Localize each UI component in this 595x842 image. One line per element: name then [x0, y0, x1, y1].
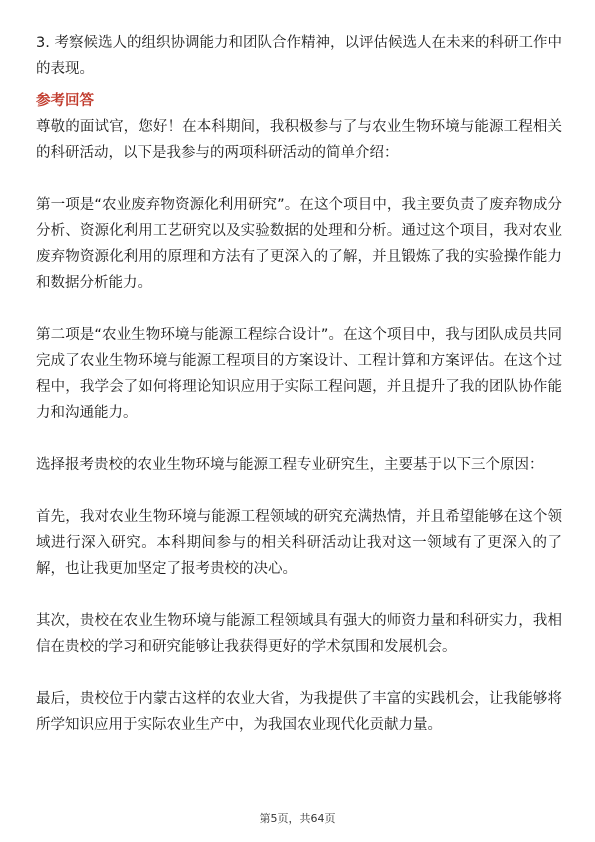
- answer-paragraph-reason-2: 其次，贵校在农业生物环境与能源工程领域具有强大的师资力量和科研实力，我相信在贵校的学习和研究能够让我获得更好的学术氛围和发展机会。: [36, 613, 562, 655]
- paragraph-gap: [36, 166, 562, 192]
- answer-paragraph-reason-1: 首先，我对农业生物环境与能源工程领域的研究充满热情，并且希望能够在这个领域进行深入研究。本科期间参与的相关科研活动让我对这一领域有了更深入的了解，也让我更加坚定了报考贵校的决心。: [36, 509, 562, 577]
- question-text: 3. 考察候选人的组织协调能力和团队合作精神，以评估候选人在未来的科研工作中的表现。: [36, 35, 562, 77]
- answer-paragraph-project-2: 第二项是“农业生物环境与能源工程综合设计”。在这个项目中，我与团队成员共同完成了农业生物环境与能源工程项目的方案设计、工程计算和方案评估。在这个过程中，我学会了如何将理论知识应用于实际工程问题，并且提升了我的团队协作能力和沟通能力。: [36, 327, 562, 421]
- document-body: [36, 26, 562, 738]
- answer-paragraph-intro: 尊敬的面试官，您好！在本科期间，我积极参与了与农业生物环境与能源工程相关的科研活动，以下是我参与的两项科研活动的简单介绍：: [36, 119, 562, 161]
- paragraph-gap: [36, 426, 562, 452]
- answer-paragraph-reasons-intro: 选择报考贵校的农业生物环境与能源工程专业研究生，主要基于以下三个原因：: [36, 457, 544, 473]
- answer-paragraph-project-1: 第一项是“农业废弃物资源化利用研究”。在这个项目中，我主要负责了废弃物成分分析、资源化利用工艺研究以及实验数据的处理和分析。通过这个项目，我对农业废弃物资源化利用的原理和方法有了更深入的了解，并且锻炼了我的实验操作能力和数据分析能力。: [36, 197, 562, 291]
- paragraph-gap: [36, 660, 562, 686]
- paragraph-gap: [36, 478, 562, 504]
- paragraph-gap: [36, 296, 562, 322]
- page-footer: 第5页，共64页: [259, 812, 336, 825]
- paragraph-gap: [36, 582, 562, 608]
- reference-answer-heading: 参考回答: [36, 93, 94, 109]
- answer-paragraph-reason-3: 最后，贵校位于内蒙古这样的农业大省，为我提供了丰富的实践机会，让我能够将所学知识应用于实际农业生产中，为我国农业现代化贡献力量。: [36, 691, 562, 733]
